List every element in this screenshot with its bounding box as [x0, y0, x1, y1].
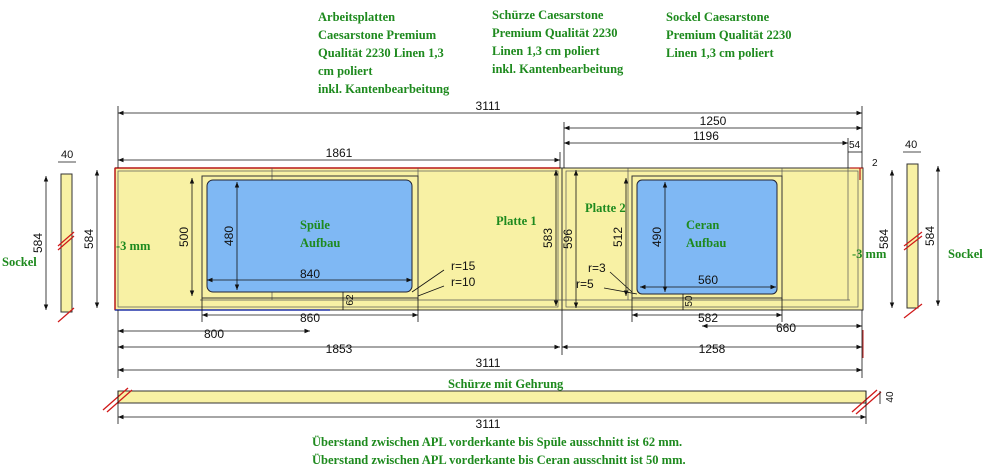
note-line: Arbeitsplatten [318, 10, 396, 24]
dim-r3: r=3 [588, 261, 606, 275]
note-line: cm poliert [318, 64, 373, 78]
dim-560: 560 [697, 273, 719, 287]
dim-584-left: 584 [82, 228, 96, 250]
dim-490: 490 [650, 226, 664, 248]
dim-1196: 1196 [693, 129, 719, 143]
dim-r5: r=5 [576, 277, 594, 291]
note-line: Premium Qualität 2230 [666, 28, 792, 42]
dim-40-right: 40 [905, 139, 918, 151]
label-ceran: Ceran [686, 218, 720, 232]
dim-596: 596 [561, 228, 575, 250]
dim-1250: 1250 [699, 114, 727, 128]
note-line: Caesarstone Premium [318, 28, 437, 42]
dim-3111-top: 3111 [475, 99, 501, 113]
label-schuerze-gehrung: Schürze mit Gehrung [448, 377, 564, 391]
dim-40-left: 40 [61, 149, 74, 161]
note-line: Sockel Caesarstone [666, 10, 770, 24]
dim-50: 50 [684, 295, 695, 307]
dim-2: 2 [872, 158, 878, 169]
dim-3111-bottom: 3111 [475, 417, 501, 431]
dim-840: 840 [299, 267, 321, 281]
dim-584-sockel-left: 584 [31, 232, 45, 254]
dim-62: 62 [345, 294, 356, 306]
dim-40-schuerze: 40 [885, 391, 896, 403]
dim-r15: r=15 [451, 259, 476, 273]
label-platte-2: Platte 2 [585, 201, 626, 215]
dim-1853: 1853 [325, 342, 353, 356]
note-ceran-overhang: Überstand zwischen APL vorderkante bis Ceran ausschnitt ist 50 mm. [312, 453, 686, 467]
dim-54: 54 [849, 140, 861, 151]
dim-1258: 1258 [698, 342, 726, 356]
label-spuele: Spüle [300, 218, 330, 232]
note-spuele-overhang: Überstand zwischen APL vorderkante bis Spüle ausschnitt ist 62 mm. [312, 435, 683, 449]
dim-500: 500 [177, 226, 191, 248]
note-line: inkl. Kantenbearbeitung [492, 62, 624, 76]
schuerze-plate [118, 391, 866, 403]
dim-1861: 1861 [325, 146, 353, 160]
label-sockel-right: Sockel [948, 247, 983, 261]
dim-3111-mid: 3111 [475, 356, 501, 370]
dim-512: 512 [611, 226, 625, 248]
label-minus3-left: -3 mm [116, 239, 151, 253]
dim-860: 860 [299, 311, 321, 325]
dim-480: 480 [222, 225, 236, 247]
dim-584-right: 584 [877, 228, 891, 250]
label-minus3-right: -3 mm [852, 247, 887, 261]
note-line: Linen 1,3 cm poliert [666, 46, 774, 60]
label-aufbau-2: Aufbau [686, 236, 727, 250]
label-platte-1: Platte 1 [496, 214, 537, 228]
label-aufbau-1: Aufbau [300, 236, 341, 250]
dim-r10: r=10 [451, 275, 476, 289]
label-sockel-left: Sockel [2, 255, 37, 269]
dim-582: 582 [697, 311, 719, 325]
note-line: Schürze Caesarstone [492, 8, 604, 22]
note-line: inkl. Kantenbearbeitung [318, 82, 450, 96]
dim-583: 583 [541, 227, 555, 249]
dim-584-sockel-right: 584 [923, 225, 937, 247]
note-line: Qualität 2230 Linen 1,3 [318, 46, 444, 60]
note-line: Linen 1,3 cm poliert [492, 44, 600, 58]
note-line: Premium Qualität 2230 [492, 26, 618, 40]
dim-660: 660 [775, 321, 797, 335]
dim-800: 800 [203, 327, 225, 341]
